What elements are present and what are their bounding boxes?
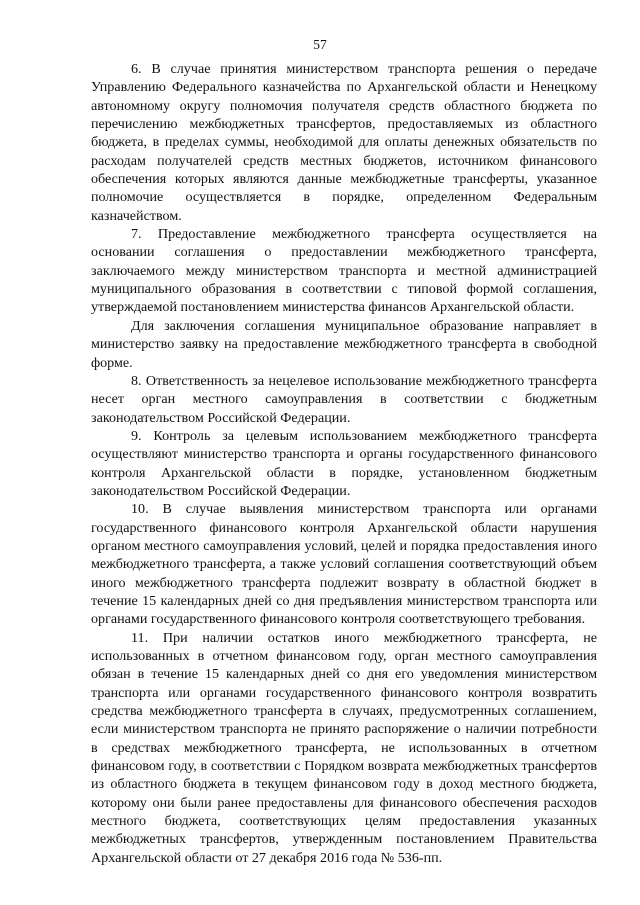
paragraph-9: 9. Контроль за целевым использованием межбюджетного трансферта осуществляют министерство транспорта и органы государственного финансового контроля Архангельской области в порядке, установленном бюджетным законодательством Российской Федерации.: [91, 427, 597, 499]
paragraph-7-continuation: Для заключения соглашения муниципальное образование направляет в министерство заявку на предоставление межбюджетного трансферта в свободной форме.: [91, 317, 597, 371]
paragraph-11: 11. При наличии остатков иного межбюджетного трансферта, не использованных в отчетном финансовом году, орган местного самоуправления обязан в течение 15 календарных дней со дня его уведомления министерством транспорта или органами государственного финансового контроля возвратить средства межбюджетного трансферта в случаях, предусмотренных соглашением, если министерством транспорта не принято распоряжение о наличии потребности в средствах межбюджетного трансферта, не использованных в отчетном финансовом году, в соответствии с Порядком возврата межбюджетных трансфертов из областного бюджета в текущем финансовом году в доход местного бюджета, которому они были ранее предоставлены для финансового обеспечения расходов местного бюджета, соответствующих целям предоставления указанных межбюджетных трансфертов, утвержденным постановлением Правительства Архангельской области от 27 декабря 2016 года № 536-пп.: [91, 629, 597, 866]
document-body: [91, 60, 597, 867]
paragraph-7: 7. Предоставление межбюджетного трансферта осуществляется на основании соглашения о предоставлении межбюджетного трансферта, заключаемого между министерством транспорта и местной администрацией муниципального образования в соответствии с типовой формой соглашения, утверждаемой постановлением министерства финансов Архангельской области.: [91, 226, 597, 316]
paragraph-6: 6. В случае принятия министерством транспорта решения о передаче Управлению Федерального казначейства по Архангельской области и Ненецкому автономному округу полномочия получателя средств областного бюджета по перечислению межбюджетных трансфертов, предоставляемых из областного бюджета, в пределах суммы, необходимой для оплаты денежных обязательств по расходам получателей средств местных бюджетов, источником финансового обеспечения которых являются данные межбюджетные трансферты, указанное полномочие осуществляется в порядке, определенном Федеральным казначейством.: [91, 61, 597, 224]
page-number: 57: [313, 37, 327, 52]
paragraph-10: 10. В случае выявления министерством транспорта или органами государственного финансового контроля Архангельской области нарушения органом местного самоуправления условий, целей и порядка предоставления иного межбюджетного трансферта, а также условий соглашения соответствующий объем иного межбюджетного трансферта подлежит возврату в областной бюджет в течение 15 календарных дней со дня предъявления министерством транспорта или органами государственного финансового контроля соответствующего требования.: [91, 501, 597, 628]
paragraph-8: 8. Ответственность за нецелевое использование межбюджетного трансферта несет орган местного самоуправления в соответствии с бюджетным законодательством Российской Федерации.: [91, 372, 597, 426]
